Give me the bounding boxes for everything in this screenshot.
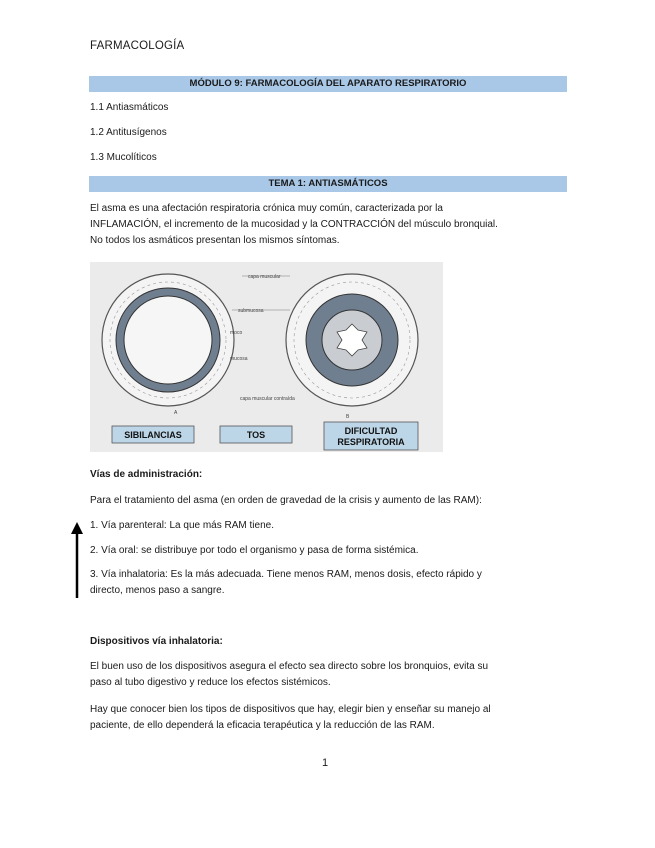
label-capa-muscular: capa muscular: [248, 274, 281, 280]
tema-band: TEMA 1: ANTIASMÁTICOS: [89, 176, 567, 192]
intro-line: No todos los asmáticos presentan los mismos síntomas.: [90, 235, 340, 246]
vias-item-2: 2. Vía oral: se distribuye por todo el organismo y pasa de forma sistémica.: [90, 545, 419, 556]
label-moco: moco: [230, 330, 243, 336]
intro-line: El asma es una afectación respiratoria crónica muy común, caracterizada por la: [90, 203, 443, 214]
label-submucosa: submucosa: [238, 308, 264, 314]
dispositivos-p2: Hay que conocer bien los tipos de dispositivos que hay, elegir bien y enseñar su manejo al: [90, 704, 491, 715]
document-header: FARMACOLOGÍA: [90, 40, 185, 52]
figure-letter-b: B: [346, 414, 350, 420]
arrow-up-icon: [70, 522, 84, 600]
vias-heading: Vías de administración:: [90, 469, 203, 480]
label-capa-muscular-contraida: capa muscular contraída: [240, 396, 295, 402]
normal-bronchus: [102, 274, 234, 406]
box-tos-label: TOS: [246, 430, 266, 440]
vias-item-3-cont: directo, menos paso a sangre.: [90, 585, 225, 596]
bronchus-figure: [90, 262, 443, 452]
page-number: 1: [322, 757, 329, 769]
vias-item-1: 1. Vía parenteral: La que más RAM tiene.: [90, 520, 274, 531]
label-mucosa: mucosa: [230, 356, 248, 362]
dispositivos-heading: Dispositivos vía inhalatoria:: [90, 636, 223, 647]
vias-intro: Para el tratamiento del asma (en orden de gravedad de la crisis y aumento de las RAM):: [90, 495, 482, 506]
toc-item: 1.2 Antitusígenos: [90, 127, 167, 138]
dispositivos-p1: El buen uso de los dispositivos asegura el efecto sea directo sobre los bronquios, evita su: [90, 661, 489, 672]
asthmatic-bronchus: [286, 274, 418, 406]
toc-item: 1.3 Mucolíticos: [90, 152, 157, 163]
bronchus-illustration: [90, 262, 443, 452]
figure-letter-a: A: [174, 410, 178, 416]
dispositivos-p1-cont: paso al tubo digestivo y reduce los efectos sistémicos.: [90, 677, 331, 688]
toc-item: 1.1 Antiasmáticos: [90, 102, 169, 113]
box-sibilancias-label: SIBILANCIAS: [124, 430, 182, 440]
dispositivos-p2-cont: paciente, de ello dependerá la eficacia terapéutica y la reducción de las RAM.: [90, 720, 435, 731]
intro-line: INFLAMACIÓN, el incremento de la mucosidad y la CONTRACCIÓN del músculo bronquial.: [90, 219, 498, 230]
module-band: MÓDULO 9: FARMACOLOGÍA DEL APARATO RESPIRATORIO: [89, 76, 567, 92]
box-respiratoria-label: RESPIRATORIA: [337, 437, 405, 447]
box-dificultad-label: DIFICULTAD: [344, 426, 398, 436]
vias-item-3: 3. Vía inhalatoria: Es la más adecuada. Tiene menos RAM, menos dosis, efecto rápido y: [90, 569, 482, 580]
